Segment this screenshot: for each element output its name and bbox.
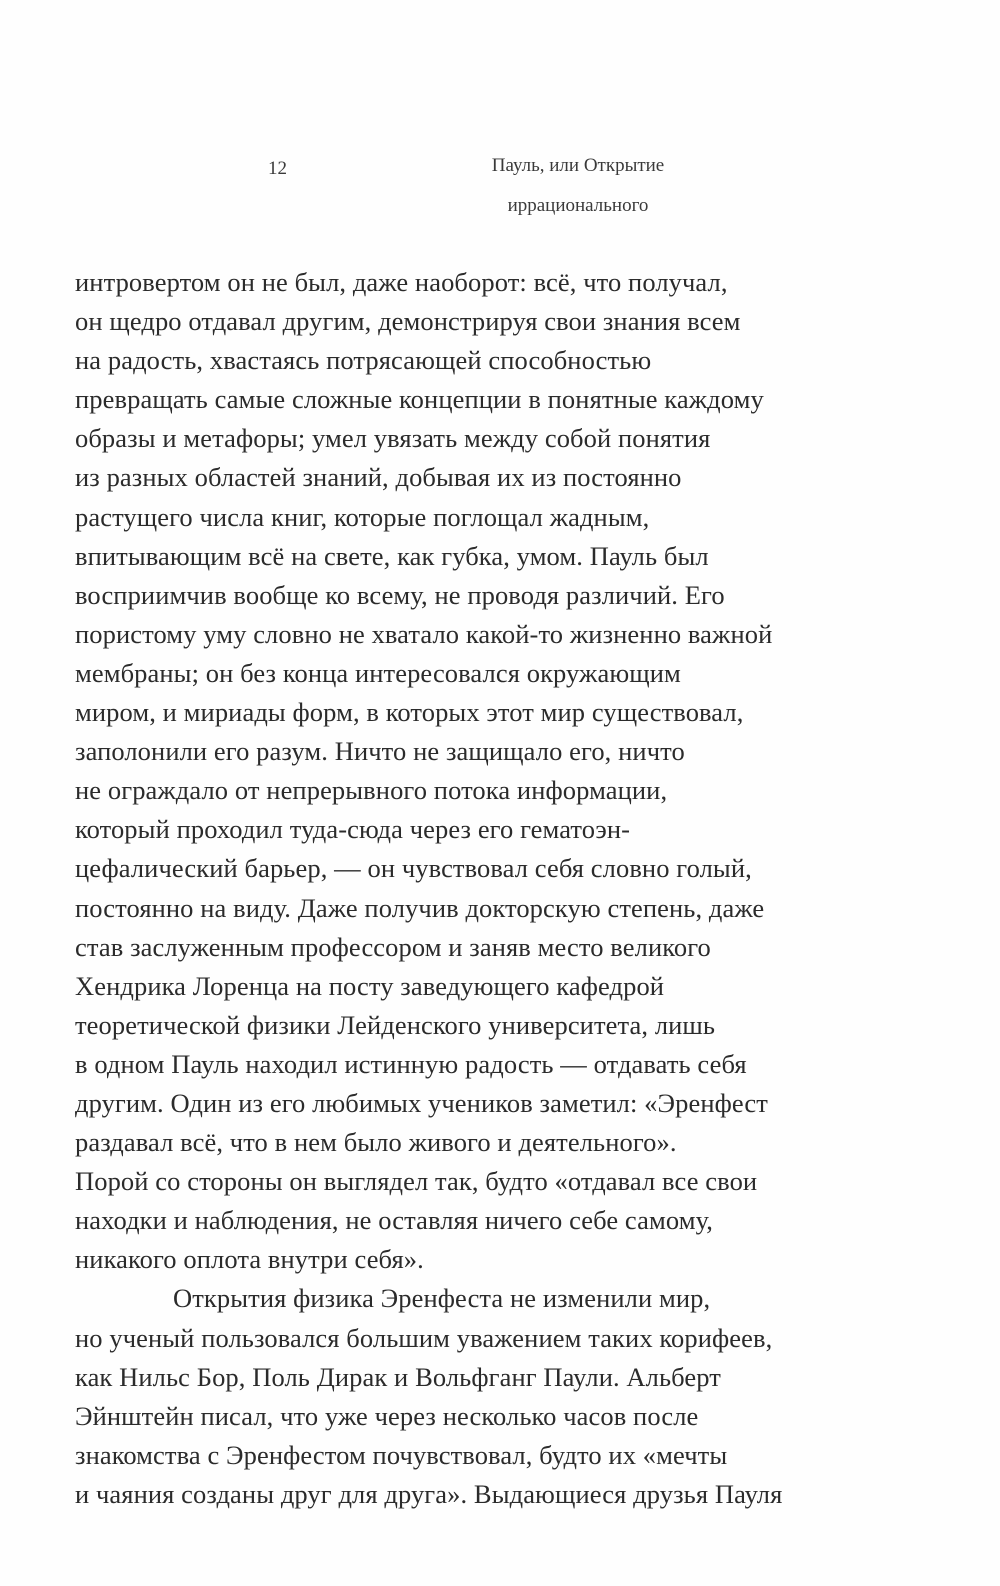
- text-line: как Нильс Бор, Поль Дирак и Вольфганг Паули. Альберт: [75, 1361, 721, 1392]
- text-line: на радость, хвастаясь потрясающей способностью: [75, 345, 652, 376]
- text-line: восприимчив вообще ко всему, не проводя различий. Его: [75, 579, 725, 610]
- text-line: образы и метафоры; умел увязать между собой понятия: [75, 423, 711, 454]
- text-line: теоретической физики Лейденского университета, лишь: [75, 1009, 716, 1040]
- text-line: интровертом он не был, даже наоборот: всё, что получал,: [75, 267, 728, 297]
- text-line: пористому уму словно не хватало какой-то жизненно важной: [75, 618, 773, 649]
- text-line: Порой со стороны он выглядел так, будто «отдавал все свои: [75, 1166, 758, 1197]
- running-title: [458, 146, 698, 226]
- text-line: впитывающим всё на свете, как губка, умом. Пауль был: [75, 540, 709, 571]
- text-line: превращать самые сложные концепции в понятные каждому: [75, 384, 764, 415]
- paragraph-first-line: Открытия физика Эренфеста не изменили мир,: [173, 1283, 711, 1314]
- text-line: постоянно на виду. Даже получив докторскую степень, даже: [75, 892, 765, 923]
- text-line: он щедро отдавал другим, демонстрируя свои знания всем: [75, 306, 741, 337]
- text-line: находки и наблюдения, не оставляя ничего себе самому,: [75, 1205, 713, 1236]
- text-line: из разных областей знаний, добывая их из постоянно: [75, 462, 682, 493]
- text-line: раздавал всё, что в нем было живого и деятельного».: [75, 1127, 677, 1158]
- body-text: [75, 263, 875, 1514]
- text-line: миром, и мириады форм, в которых этот мир существовал,: [75, 697, 744, 728]
- running-title-line-2: иррационального: [507, 195, 649, 216]
- running-title-line-1: Пауль, или Открытие: [491, 155, 665, 176]
- text-line: но ученый пользовался большим уважением таких корифеев,: [75, 1322, 773, 1353]
- text-line: цефалический барьер, — он чувствовал себя словно голый,: [75, 853, 752, 884]
- text-line: заполонили его разум. Ничто не защищало его, ничто: [75, 736, 685, 767]
- page-number: 12: [268, 158, 287, 179]
- text-line: другим. Один из его любимых учеников заметил: «Эренфест: [75, 1087, 768, 1118]
- text-line: Хендрика Лоренца на посту заведующего кафедрой: [75, 970, 665, 1001]
- text-line: который проходил туда-сюда через его гематоэн-: [75, 814, 631, 845]
- text-line: в одном Пауль находил истинную радость — отдавать себя: [75, 1048, 747, 1079]
- running-header: [0, 154, 1000, 234]
- text-line: никакого оплота внутри себя».: [75, 1244, 424, 1275]
- text-line: Эйнштейн писал, что уже через несколько часов после: [75, 1400, 699, 1431]
- text-line: и чаяния созданы друг для друга». Выдающиеся друзья Пауля: [75, 1478, 783, 1509]
- text-line: растущего числа книг, которые поглощал жадным,: [75, 501, 650, 532]
- text-line: не ограждало от непрерывного потока информации,: [75, 775, 668, 806]
- text-line: знакомства с Эренфестом почувствовал, будто их «мечты: [75, 1439, 728, 1470]
- text-line: мембраны; он без конца интересовался окружающим: [75, 657, 681, 688]
- text-line: став заслуженным профессором и заняв место великого: [75, 931, 711, 962]
